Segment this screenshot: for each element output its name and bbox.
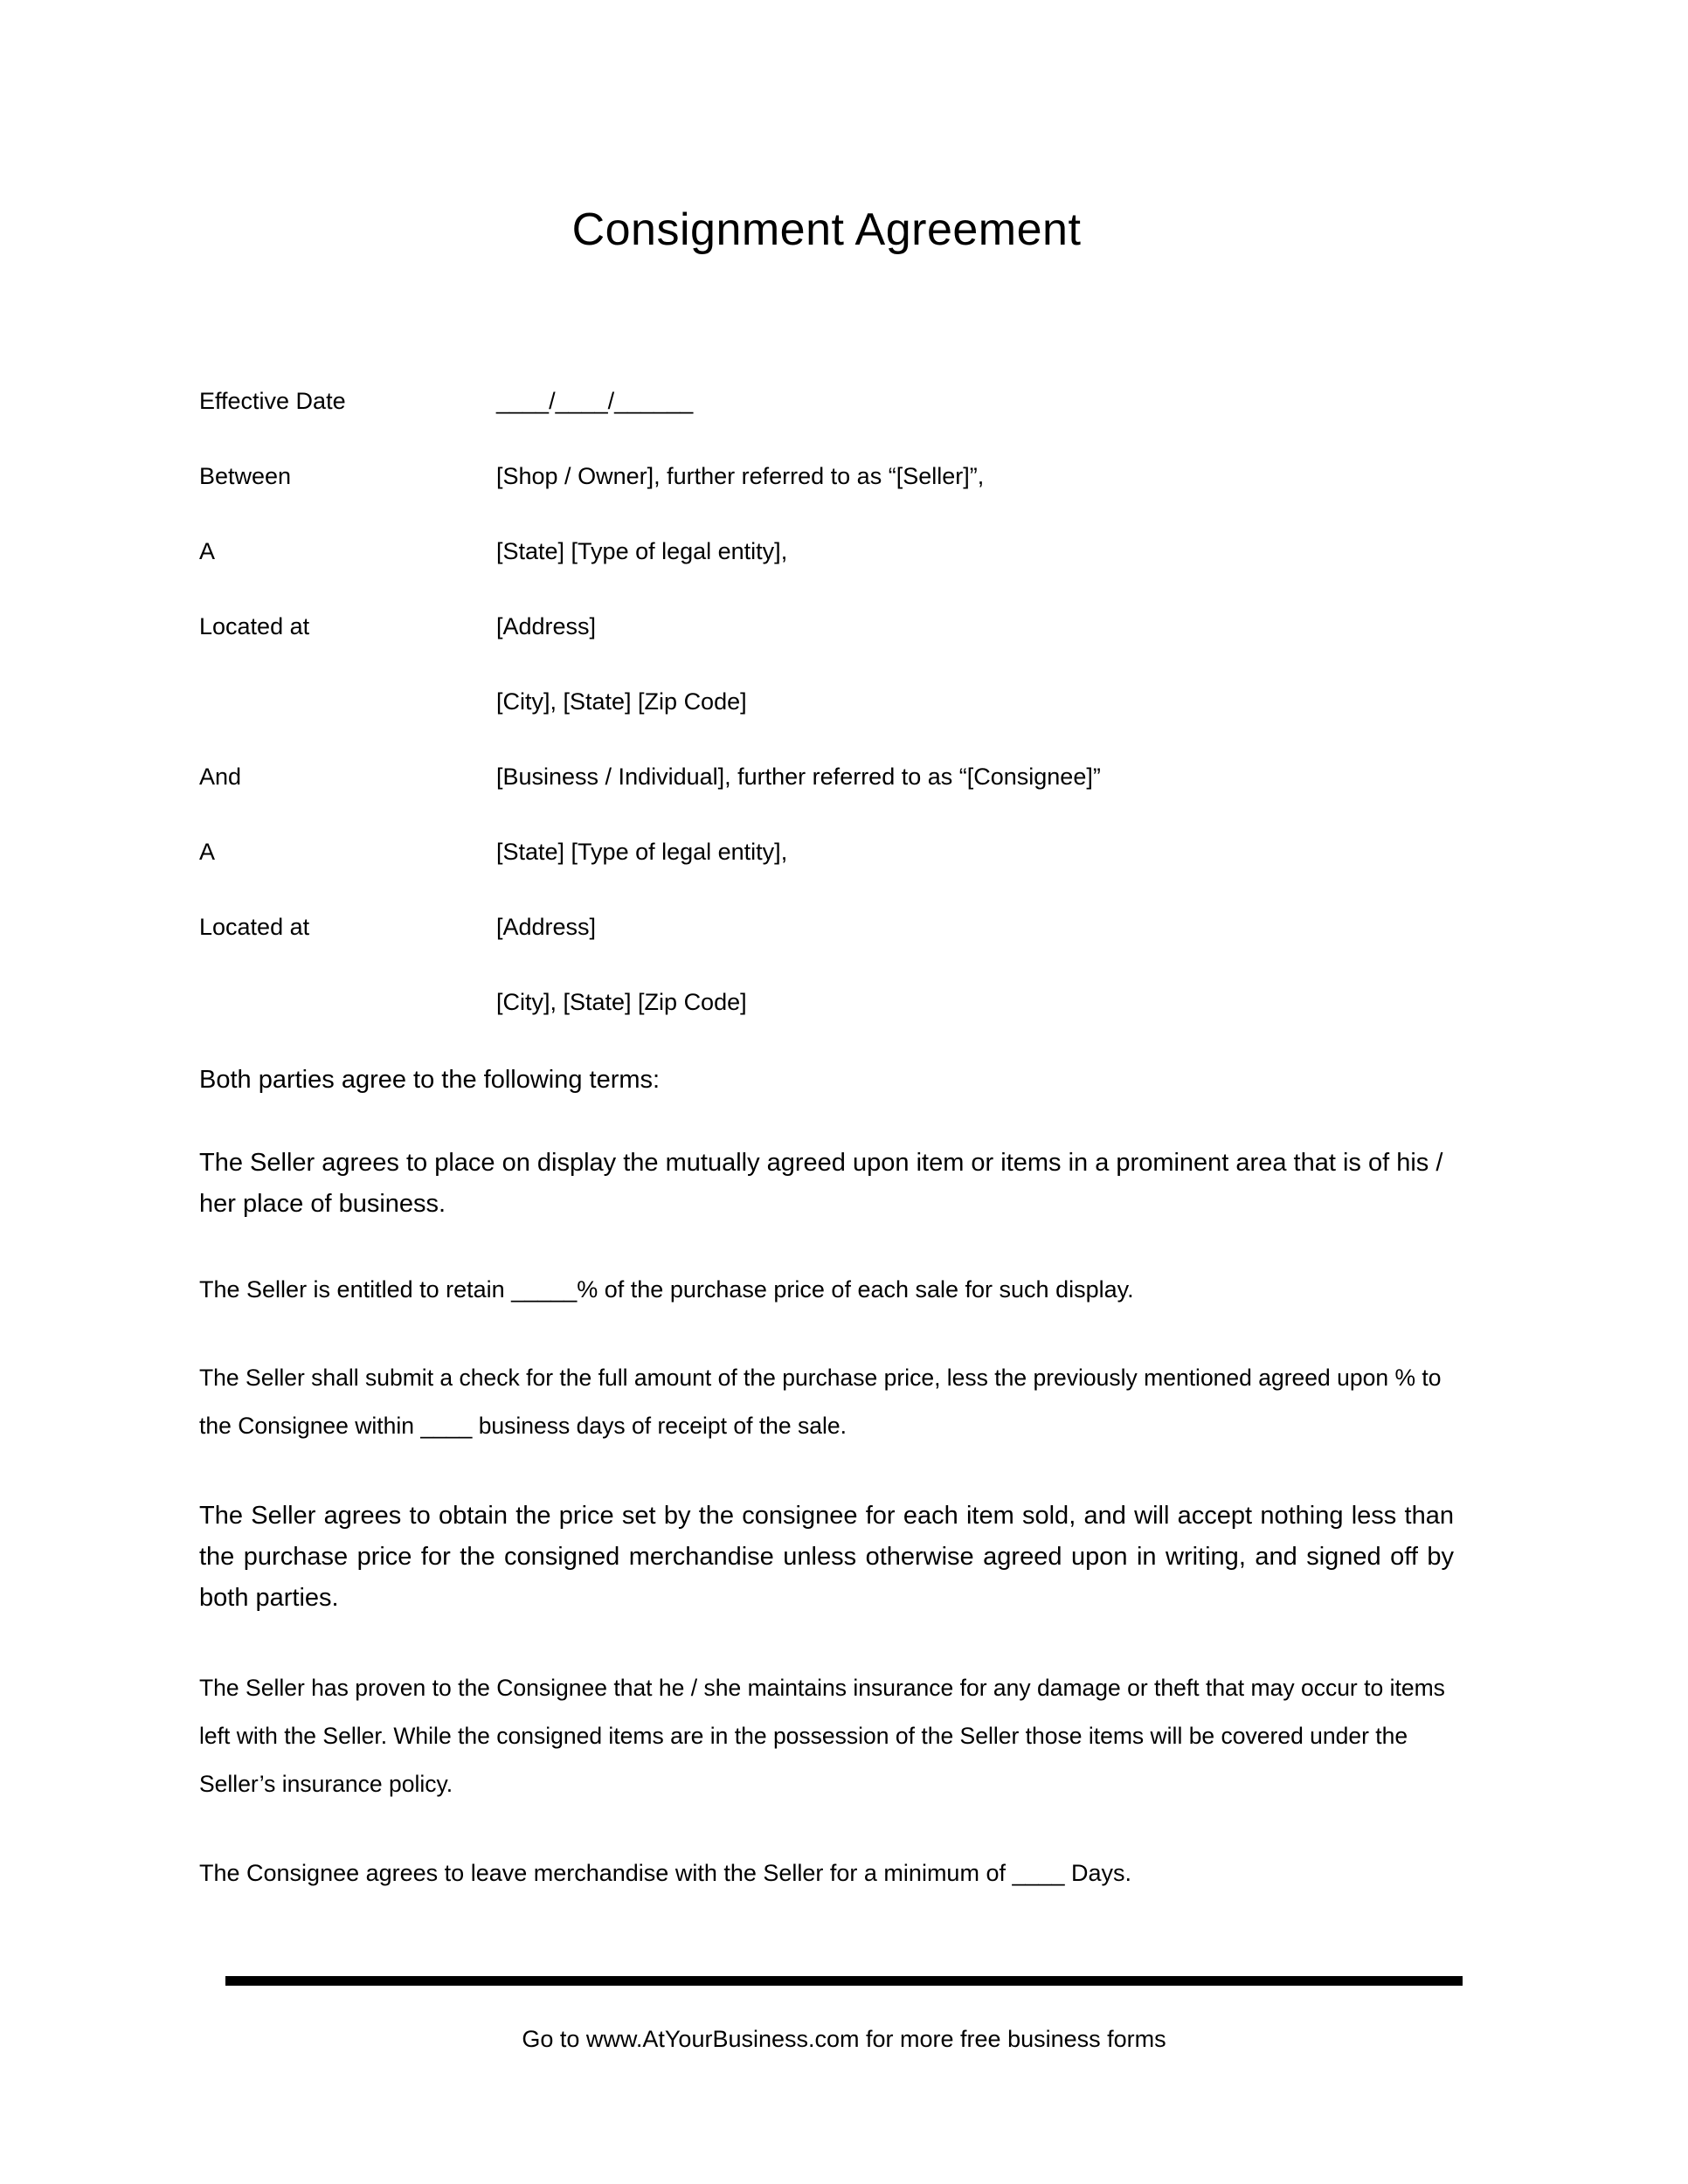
document-title: Consignment Agreement — [571, 204, 1082, 255]
field-row-seller-address — [199, 612, 1454, 641]
field-value: ____/____/______ — [496, 388, 694, 414]
field-row-effective-date — [199, 386, 1454, 416]
term-paragraph-display: The Seller agrees to place on display the mutually agreed upon item or items in a prominent area that is of his / her place of business. — [199, 1149, 1443, 1218]
field-value: [Shop / Owner], further referred to as “[Seller]”, — [496, 463, 985, 489]
term-paragraph-retain-percent: The Seller is entitled to retain _____% of the purchase price of each sale for such display. — [199, 1276, 1134, 1303]
term-paragraph-minimum-days: The Consignee agrees to leave merchandise with the Seller for a minimum of ____ Days. — [199, 1860, 1132, 1886]
field-value: [State] [Type of legal entity], — [496, 538, 788, 564]
field-label: A — [199, 839, 216, 865]
field-row-between — [199, 461, 1454, 491]
footer-divider — [225, 1976, 1463, 1986]
term-paragraph-submit-check: The Seller shall submit a check for the full amount of the purchase price, less the previously mentioned agreed upon % to the Consignee within ____ business days of receipt of the sale. — [199, 1365, 1442, 1439]
field-value: [City], [State] [Zip Code] — [496, 989, 747, 1015]
terms-intro: Both parties agree to the following terms: — [199, 1066, 661, 1094]
field-label: A — [199, 538, 216, 564]
field-label: Effective Date — [199, 388, 346, 414]
field-label: And — [199, 764, 242, 790]
field-row-and — [199, 762, 1454, 791]
term-paragraph-insurance: The Seller has proven to the Consignee that he / she maintains insurance for any damage or theft that may occur to items left with the Seller. While the consigned items are in the possession of the Seller those items will be covered under the Seller’s insurance policy. — [199, 1675, 1445, 1797]
field-row-seller-entity — [199, 536, 1454, 566]
field-row-consignee-city — [199, 987, 1454, 1017]
field-row-consignee-entity — [199, 837, 1454, 867]
field-value: [Address] — [496, 914, 597, 940]
field-label — [199, 687, 496, 716]
field-value: [City], [State] [Zip Code] — [496, 688, 747, 715]
field-label: Located at — [199, 613, 310, 639]
field-row-consignee-address — [199, 912, 1454, 942]
field-row-seller-city — [199, 687, 1454, 716]
field-value: [Address] — [496, 613, 597, 639]
field-label: Located at — [199, 914, 310, 940]
party-fields — [199, 386, 1454, 1017]
field-value: [Business / Individual], further referred to as “[Consignee]” — [496, 764, 1101, 790]
footer-note: Go to www.AtYourBusiness.com for more free business forms — [522, 2026, 1166, 2052]
field-label: Between — [199, 463, 292, 489]
term-paragraph-price: The Seller agrees to obtain the price set by the consignee for each item sold, and will accept nothing less than the purchase price for the consigned merchandise unless otherwise agreed upon in writing, and signed off by both parties. — [199, 1502, 1454, 1612]
field-label — [199, 987, 496, 1017]
field-value: [State] [Type of legal entity], — [496, 839, 788, 865]
